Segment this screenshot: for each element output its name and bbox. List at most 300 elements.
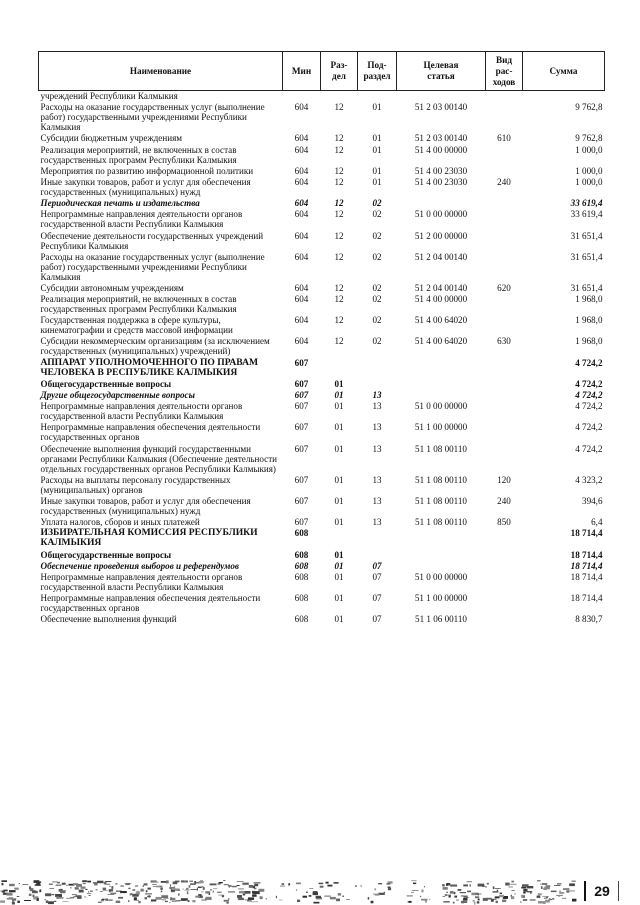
row-section: 01 [334,495,344,506]
scan-noise-speck [540,884,542,885]
scan-noise-speck [475,896,479,898]
scan-noise-speck [552,898,554,899]
scan-noise-speck [173,882,178,885]
scan-noise-speck [509,887,514,888]
scan-noise-speck [148,888,151,890]
scan-noise-speck [511,896,514,899]
scan-noise-speck [97,881,103,884]
row-ministry: 604 [294,336,309,347]
scan-noise-speck [85,889,87,890]
scan-noise-speck [36,898,39,901]
row-expense-type [486,550,523,561]
row-subsection [358,550,397,561]
row-ministry: 607 [294,378,309,389]
scan-noise-speck [334,882,339,884]
scan-noise-speck [442,884,445,886]
scan-noise-speck [217,892,222,893]
table-row [39,593,605,614]
scan-noise-speck [244,891,250,894]
row-target-article: 51 4 00 23030 [414,165,468,176]
scan-noise-speck [224,900,229,902]
scan-noise-speck [83,883,86,884]
scan-noise-speck [82,880,87,882]
scan-noise-speck [249,885,253,888]
row-amount: 18 714,4 [570,593,603,604]
scan-noise-speck [72,894,77,895]
scan-noise-speck [120,885,124,886]
scan-noise-speck [2,880,8,882]
scan-noise-speck [237,895,242,898]
row-ministry: 604 [294,294,309,305]
row-section: 12 [334,230,344,241]
scan-noise-speck [260,896,263,899]
scan-noise-speck [89,895,91,896]
scan-noise-speck [546,897,548,898]
row-subsection: 13 [372,422,382,433]
scan-noise-speck [57,897,64,899]
row-ministry: 607 [294,390,309,400]
scan-noise-speck [371,901,374,904]
scan-noise-speck [483,898,488,901]
row-name: Расходы на выплаты персоналу государственных (муниципальных) органов [40,474,231,495]
row-expense-type [486,528,523,549]
row-expense-type: 120 [497,474,511,485]
row-section: 01 [334,614,344,625]
scan-noise-speck [219,882,223,883]
row-section: 01 [334,549,344,560]
scan-noise-speck [29,886,31,889]
row-ministry: 608 [294,549,309,560]
scan-noise-speck [160,888,162,890]
row-expense-type [486,358,523,379]
scan-noise-speck [49,884,53,885]
scan-noise-speck [103,888,107,891]
scan-noise-speck [463,898,467,901]
row-section [321,91,358,103]
row-subsection: 02 [372,198,382,209]
scan-noise-speck [378,883,382,884]
row-name: Обеспечение выполнения функций [40,614,177,625]
row-amount: 6,4 [591,517,603,528]
row-expense-type [486,166,523,177]
scan-noise-speck [50,888,55,889]
scan-noise-speck [213,891,214,893]
row-expense-type: 850 [497,517,511,528]
scan-noise-speck [100,891,102,892]
scan-noise-speck [202,886,204,887]
row-name: АППАРАТ УПОЛНОМОЧЕННОГО ПО ПРАВАМ ЧЕЛОВЕКА В РЕСПУБЛИКЕ КАЛМЫКИЯ [40,356,259,378]
row-amount: 4 724,2 [575,443,603,454]
row-name: Государственная поддержка в сфере культуры, кинематографии и средств массовой информации [40,315,233,336]
scan-noise-speck [51,894,54,895]
row-subsection: 02 [372,230,382,241]
row-section: 01 [334,560,344,571]
row-expense-type [486,572,523,593]
row-section: 12 [334,144,344,155]
scan-noise-speck [63,901,69,902]
scan-noise-speck [224,884,229,885]
scan-noise-speck [460,892,466,893]
row-target-article: 51 1 00 00000 [414,593,468,604]
scan-noise-speck [568,891,575,892]
scan-noise-speck [562,898,566,899]
row-target-article: 51 4 00 64020 [414,315,468,326]
scan-noise-speck [147,896,151,897]
scan-noise-speck [309,888,313,889]
row-section: 12 [334,336,344,347]
scan-noise-speck [195,896,200,898]
scan-noise-speck [491,899,494,902]
row-amount: 31 651,4 [570,282,603,293]
scan-noise-speck [443,887,448,890]
scan-noise-speck [96,890,98,891]
row-target-article: 51 1 08 00110 [415,443,467,454]
row-subsection: 13 [372,443,382,454]
scan-noise-speck [189,881,193,882]
scan-noise-speck [384,892,385,893]
scan-noise-speck [228,885,232,886]
scan-noise-speck [296,890,297,891]
scan-noise-speck [467,891,471,893]
row-subsection: 13 [372,517,382,528]
row-ministry: 607 [294,474,309,485]
scan-noise-speck [466,897,469,898]
row-subsection: 01 [372,165,382,176]
row-target-article: 51 4 00 00000 [414,294,468,305]
row-ministry: 608 [294,560,309,571]
scan-noise-speck [368,897,370,900]
scan-noise-speck [420,896,421,897]
row-name: Общегосударственные вопросы [40,549,172,560]
scan-noise-speck [128,888,130,889]
row-subsection: 13 [372,390,382,400]
scan-noise-speck [194,881,196,884]
column-header-name: Наименование [39,52,283,91]
scan-noise-speck [210,884,217,886]
row-section [321,528,358,549]
scan-noise-speck [538,893,542,895]
column-header-ministry: Мин [283,52,321,91]
row-ministry: 607 [294,401,309,412]
row-expense-type [486,209,523,230]
scan-noise-speck [141,889,144,892]
row-subsection: 02 [372,282,382,293]
scan-noise-speck [569,883,575,886]
table-row [39,231,605,252]
row-name: Расходы на оказание государственных услуг (выполнение работ) государственными учреждениями Республики Калмыкия [40,251,265,282]
scan-noise-speck [186,888,188,890]
scan-noise-speck [453,902,455,904]
scan-noise-speck [145,893,152,895]
scan-noise-speck [32,891,34,892]
scan-noise-speck [327,885,332,887]
row-target-article [397,358,486,379]
scan-noise-speck [188,900,190,902]
scan-noise-speck [228,891,235,892]
row-subsection [358,379,397,390]
row-name: Иные закупки товаров, работ и услуг для обеспечения государственных (муниципальных) нужд [40,176,251,197]
row-amount: 4 724,2 [575,378,603,389]
row-subsection: 07 [372,560,382,571]
scan-noise-speck [36,883,40,886]
scan-noise-speck [19,883,20,884]
scan-noise-speck [556,895,563,896]
scan-noise-speck [111,886,113,889]
scan-noise-speck [138,901,140,903]
scan-noise-speck [161,895,168,898]
scan-noise-speck [563,888,570,890]
scan-noise-speck [120,891,127,893]
scan-noise-speck [266,898,267,899]
row-target-article: 51 4 00 64020 [414,336,468,347]
table-row [39,561,605,572]
scan-noise-strip [0,878,580,905]
row-expense-type [486,401,523,422]
row-ministry: 608 [294,614,309,625]
scan-noise-speck [52,882,58,883]
row-section: 12 [334,251,344,262]
row-subsection: 07 [372,614,382,625]
scan-noise-speck [306,892,308,893]
scan-noise-speck [482,886,485,887]
row-name: Непрограммные направления обеспечения деятельности государственных органов [40,593,261,614]
table-row [39,614,605,625]
row-ministry: 608 [294,528,309,539]
row-ministry: 604 [294,230,309,241]
scan-noise-speck [254,884,258,886]
scan-noise-speck [445,894,447,896]
row-name: Непрограммные направления деятельности органов государственной власти Республики Калмыкия [40,209,243,230]
scan-noise-speck [450,891,454,894]
row-section: 01 [334,517,344,528]
scan-noise-speck [239,891,244,894]
scan-noise-speck [375,894,380,896]
scan-noise-speck [88,891,89,892]
row-amount: 18 714,4 [570,528,603,539]
row-subsection: 07 [372,593,382,604]
row-target-article [397,528,486,549]
table-row [39,198,605,209]
scan-noise-speck [132,889,135,891]
scan-noise-speck [197,888,198,891]
scan-noise-speck [572,881,576,882]
row-ministry: 604 [294,133,309,144]
scan-noise-speck [14,888,19,889]
row-expense-type: 630 [497,336,511,347]
scan-noise-speck [205,891,210,893]
scan-noise-speck [78,886,83,887]
table-header [39,52,605,91]
row-target-article: 51 2 03 00140 [414,133,468,144]
scan-noise-speck [537,896,541,898]
row-target-article: 51 2 04 00140 [414,282,468,293]
row-target-article: 51 0 00 00000 [414,571,468,582]
row-ministry: 607 [294,357,309,368]
scan-noise-speck [7,898,12,900]
scan-noise-speck [523,897,525,898]
row-name: Субсидии бюджетным учреждениям [40,133,183,144]
scan-noise-speck [541,886,543,889]
row-ministry: 604 [294,165,309,176]
row-subsection: 02 [372,294,382,305]
table-row [39,358,605,379]
scan-noise-speck [458,889,462,891]
table-row [39,496,605,517]
table-row [39,379,605,390]
scan-noise-speck [558,896,560,897]
row-section: 01 [334,593,344,604]
row-amount: 4 724,2 [575,401,603,412]
scan-noise-speck [12,902,15,905]
row-target-article: 51 1 08 00110 [415,474,467,485]
scan-noise-speck [143,885,144,886]
scan-noise-speck [54,901,57,902]
row-expense-type [486,390,523,401]
row-section: 12 [334,198,344,209]
scan-noise-speck [70,887,71,888]
table-row [39,401,605,422]
scan-noise-speck [162,899,166,900]
scan-noise-speck [346,899,350,900]
scan-noise-speck [470,884,471,886]
row-name: Мероприятия по развитию информационной политики [40,165,254,176]
row-amount: 9 762,8 [575,102,603,113]
row-amount: 4 724,2 [575,357,603,368]
row-expense-type [486,102,523,133]
scan-noise-speck [228,899,230,900]
row-subsection: 01 [372,102,382,113]
row-amount: 4 724,2 [575,390,603,400]
scan-noise-speck [170,898,176,901]
scan-noise-speck [170,885,171,887]
scan-noise-speck [111,889,112,891]
scan-noise-speck [478,899,480,901]
row-section: 12 [334,315,344,326]
row-section: 12 [334,165,344,176]
scan-noise-speck [125,883,129,885]
scan-noise-speck [104,882,107,885]
column-header-target-article: Целевая статья [397,52,486,91]
row-subsection: 07 [372,571,382,582]
scan-noise-speck [566,890,569,892]
table-body [39,91,605,626]
scan-noise-speck [388,881,393,883]
scan-noise-speck [252,894,257,897]
scan-noise-speck [169,902,170,903]
row-name: Непрограммные направления деятельности органов государственной власти Республики Калмыкия [40,401,243,422]
scan-noise-speck [44,899,46,900]
scan-noise-speck [554,885,560,886]
row-target-article: 51 0 00 00000 [414,209,468,220]
row-amount: 1 968,0 [575,294,603,305]
scan-noise-speck [198,887,202,888]
scan-noise-speck [172,888,176,890]
scan-noise-speck [87,893,92,894]
row-ministry: 604 [294,102,309,113]
scan-noise-speck [276,896,277,899]
scan-noise-speck [9,884,15,886]
scan-noise-speck [421,899,427,901]
scan-noise-speck [527,891,533,892]
column-header-section: Раз- дел [321,52,358,91]
scan-noise-speck [487,883,489,885]
scan-noise-speck [449,895,451,897]
row-name: Реализация мероприятий, не включенных в состав государственных программ Республики Калмыкия [40,144,237,165]
scan-noise-speck [131,893,133,895]
scan-noise-speck [161,891,162,893]
scan-noise-speck [461,901,467,903]
scan-noise-speck [203,887,205,890]
scan-noise-speck [520,901,521,903]
row-subsection: 01 [372,133,382,144]
scan-noise-speck [542,883,547,885]
scan-noise-speck [209,894,211,895]
scan-noise-speck [409,901,412,903]
row-ministry: 604 [294,144,309,155]
row-amount: 33 619,4 [570,209,603,220]
scan-noise-speck [456,900,459,901]
scan-noise-speck [79,890,84,893]
scan-noise-speck [495,896,500,898]
scan-noise-speck [537,880,541,881]
row-section: 12 [334,133,344,144]
row-amount: 8 830,7 [575,614,603,625]
scan-noise-speck [87,881,91,883]
scan-noise-speck [166,880,169,883]
scan-noise-speck [3,890,7,892]
row-expense-type [486,561,523,572]
scan-noise-speck [248,897,254,900]
scan-noise-speck [226,902,228,904]
scan-noise-speck [463,884,468,886]
scan-noise-speck [66,885,68,886]
scan-noise-speck [24,900,31,901]
row-amount: 31 651,4 [570,251,603,262]
scan-noise-speck [29,894,32,896]
row-target-article: 51 0 00 00000 [414,401,468,412]
scan-noise-speck [73,883,78,885]
row-section: 01 [334,443,344,454]
scan-noise-speck [108,899,112,900]
row-amount: 1 000,0 [575,165,603,176]
row-subsection: 01 [372,176,382,187]
row-target-article [397,390,486,401]
row-amount [523,91,605,103]
scan-noise-speck [544,887,550,890]
table-row [39,145,605,166]
scan-noise-speck [446,883,448,886]
row-expense-type [486,198,523,209]
row-ministry: 608 [294,571,309,582]
row-expense-type: 240 [497,176,511,187]
scan-noise-speck [512,890,515,891]
scan-noise-speck [136,891,140,894]
table-row [39,283,605,294]
scan-noise-speck [247,900,249,901]
scan-noise-speck [279,900,283,901]
scan-noise-speck [156,897,162,900]
scan-noise-speck [174,886,175,888]
row-ministry: 604 [294,282,309,293]
scan-noise-speck [48,901,54,904]
table-row [39,528,605,549]
row-name: Непрограммные направления обеспечения деятельности государственных органов [40,422,261,443]
scan-noise-speck [144,883,148,885]
scan-noise-speck [152,884,157,885]
scan-noise-speck [109,891,111,892]
scan-noise-speck [178,894,179,896]
table-row [39,572,605,593]
